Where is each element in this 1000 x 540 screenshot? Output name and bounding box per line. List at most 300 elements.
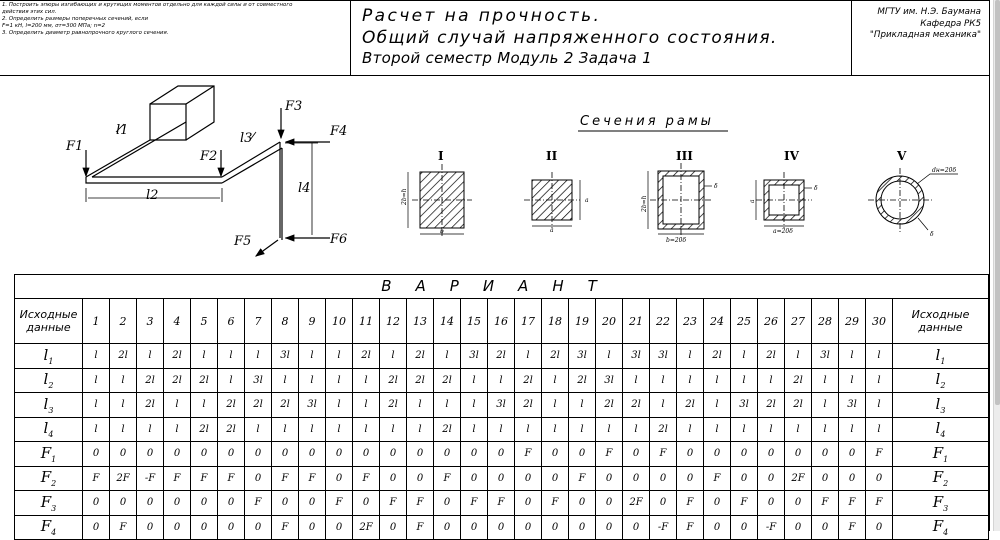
table-cell: F <box>650 442 677 467</box>
table-cell: 0 <box>461 515 488 540</box>
table-cell: 0 <box>218 515 245 540</box>
table-cell: 0 <box>866 515 893 540</box>
table-cell: F <box>272 466 299 491</box>
symbol-index: 1 <box>943 454 949 464</box>
table-cell: 2l <box>650 417 677 442</box>
table-cell: l <box>542 417 569 442</box>
table-cell: l <box>704 393 731 418</box>
symbol-index: 1 <box>48 356 54 366</box>
table-cell: F <box>542 491 569 516</box>
symbol-index: 1 <box>51 454 57 464</box>
table-cell: F <box>704 466 731 491</box>
table-cell: 2l <box>488 344 515 369</box>
symbol-index: 3 <box>51 503 57 513</box>
section-3 <box>648 163 712 237</box>
table-cell: l <box>407 393 434 418</box>
table-cell: 0 <box>353 491 380 516</box>
table-cell: F <box>434 466 461 491</box>
table-cell: l <box>623 417 650 442</box>
variant-number: 28 <box>812 299 839 344</box>
table-cell: 2l <box>380 393 407 418</box>
table-cell: 2l <box>677 393 704 418</box>
row-symbol-left <box>15 442 83 467</box>
table-cell: F <box>245 491 272 516</box>
table-cell: -F <box>758 515 785 540</box>
row-symbol-right <box>893 393 989 418</box>
table-cell: F <box>272 515 299 540</box>
label-F2: F2 <box>200 149 218 164</box>
table-cell: 0 <box>758 442 785 467</box>
university-name: МГТУ им. Н.Э. Баумана <box>877 7 981 17</box>
table-cell: l <box>110 393 137 418</box>
table-cell: F <box>164 466 191 491</box>
variant-number: 16 <box>488 299 515 344</box>
table-cell: l <box>272 368 299 393</box>
table-cell: l <box>83 393 110 418</box>
table-cell: F <box>839 491 866 516</box>
table-cell: l <box>191 344 218 369</box>
table-cell: 3l <box>623 344 650 369</box>
table-cell: F <box>407 515 434 540</box>
table-cell: l <box>542 368 569 393</box>
frame-and-sections-drawing <box>0 0 993 270</box>
table-cell: 0 <box>569 515 596 540</box>
row-symbol-left <box>15 466 83 491</box>
table-cell: l <box>380 344 407 369</box>
table-cell: l <box>839 417 866 442</box>
table-cell: l <box>704 417 731 442</box>
table-cell: 0 <box>731 515 758 540</box>
table-cell: 2l <box>542 344 569 369</box>
table-cell: 2l <box>434 368 461 393</box>
table-cell: 0 <box>326 466 353 491</box>
table-cell: 3l <box>731 393 758 418</box>
table-cell: 0 <box>299 491 326 516</box>
variant-number: 26 <box>758 299 785 344</box>
table-cell: l <box>245 417 272 442</box>
variant-number: 14 <box>434 299 461 344</box>
table-cell: 0 <box>83 515 110 540</box>
table-cell: l <box>461 368 488 393</box>
table-cell: 0 <box>164 442 191 467</box>
table-cell: l <box>218 344 245 369</box>
table-cell: l <box>164 393 191 418</box>
s1-bottom-dim: b <box>440 228 444 235</box>
table-cell: F <box>812 491 839 516</box>
table-cell: 0 <box>353 442 380 467</box>
table-cell: 0 <box>704 442 731 467</box>
section-1 <box>408 164 472 236</box>
table-cell: F <box>839 515 866 540</box>
table-cell: 2l <box>164 368 191 393</box>
table-cell: l <box>299 417 326 442</box>
table-cell: F <box>299 466 326 491</box>
table-cell: 0 <box>596 491 623 516</box>
table-cell: 0 <box>785 442 812 467</box>
symbol: F <box>40 492 52 511</box>
variant-number: 20 <box>596 299 623 344</box>
variant-number: 19 <box>569 299 596 344</box>
page-title: Расчет на прочность. <box>362 6 602 26</box>
table-row <box>15 515 989 540</box>
header-row <box>15 299 989 344</box>
symbol-index: 4 <box>51 528 57 538</box>
row-symbol-right <box>893 466 989 491</box>
s2-bottom-dim: a <box>550 227 554 234</box>
table-cell: 3l <box>488 393 515 418</box>
symbol-index: 2 <box>48 381 54 391</box>
table-cell: l <box>353 368 380 393</box>
symbol: l <box>935 345 941 364</box>
table-cell: 0 <box>515 491 542 516</box>
row-symbol-right <box>893 491 989 516</box>
table-cell: l <box>812 368 839 393</box>
table-cell: 2F <box>785 466 812 491</box>
table-cell: l <box>785 417 812 442</box>
table-cell: 0 <box>137 515 164 540</box>
variant-number: 9 <box>299 299 326 344</box>
table-cell: F <box>731 491 758 516</box>
table-cell: 0 <box>623 466 650 491</box>
table-cell: l <box>596 417 623 442</box>
table-cell: 2l <box>407 368 434 393</box>
table-cell: 2F <box>623 491 650 516</box>
table-cell: 0 <box>488 466 515 491</box>
table-cell: 0 <box>569 491 596 516</box>
variant-number: 18 <box>542 299 569 344</box>
table-cell: l <box>839 368 866 393</box>
table-cell: F <box>515 442 542 467</box>
symbol-index: 4 <box>48 430 54 440</box>
variant-number: 13 <box>407 299 434 344</box>
scrollbar-thumb[interactable] <box>995 0 1000 405</box>
table-cell: F <box>191 466 218 491</box>
table-cell: l <box>218 368 245 393</box>
s4-side-dim: a <box>749 199 756 203</box>
semester-module-task: Второй семестр Модуль 2 Задача 1 <box>362 49 652 67</box>
row-symbol-left <box>15 491 83 516</box>
table-cell: 3l <box>569 344 596 369</box>
section-2 <box>524 172 580 228</box>
label-F6: F6 <box>330 232 348 247</box>
table-cell: 0 <box>785 491 812 516</box>
table-cell: 2l <box>758 344 785 369</box>
s4-wall-dim: δ <box>814 185 818 192</box>
table-cell: l <box>569 393 596 418</box>
table-cell: 0 <box>164 491 191 516</box>
section-numbers <box>438 149 907 163</box>
table-cell: 0 <box>245 466 272 491</box>
variant-number: 5 <box>191 299 218 344</box>
variant-number: 1 <box>83 299 110 344</box>
table-cell: 0 <box>137 491 164 516</box>
table-cell: 0 <box>650 491 677 516</box>
row-symbol-left <box>15 393 83 418</box>
label-F4: F4 <box>330 124 348 139</box>
variant-number: 12 <box>380 299 407 344</box>
table-cell: 0 <box>218 491 245 516</box>
table-cell: 0 <box>623 515 650 540</box>
table-cell: l <box>83 344 110 369</box>
table-cell: l <box>434 393 461 418</box>
table-cell: l <box>623 368 650 393</box>
table-cell: 0 <box>461 466 488 491</box>
row-symbol-right <box>893 368 989 393</box>
table-cell: l <box>596 344 623 369</box>
table-cell: F <box>677 515 704 540</box>
table-cell: 0 <box>218 442 245 467</box>
table-cell: 0 <box>434 442 461 467</box>
table-cell: 0 <box>866 466 893 491</box>
table-cell: l <box>812 417 839 442</box>
table-cell: 2l <box>272 393 299 418</box>
variant-number: 30 <box>866 299 893 344</box>
table-cell: 2l <box>704 344 731 369</box>
table-cell: l <box>731 368 758 393</box>
symbol: l <box>935 370 941 389</box>
table-cell: l <box>488 368 515 393</box>
table-cell: 0 <box>758 466 785 491</box>
table-cell: l <box>866 344 893 369</box>
table-cell: 0 <box>380 442 407 467</box>
table-cell: l <box>326 344 353 369</box>
table-cell: l <box>866 393 893 418</box>
table-cell: 2l <box>137 393 164 418</box>
row-symbol-right <box>893 515 989 540</box>
table-cell: 2F <box>353 515 380 540</box>
table-cell: 0 <box>812 442 839 467</box>
table-cell: F <box>353 466 380 491</box>
section-5-label: V <box>897 149 907 163</box>
table-cell: 0 <box>380 515 407 540</box>
table-cell: 2l <box>218 417 245 442</box>
section-5 <box>868 168 958 232</box>
table-cell: l <box>83 417 110 442</box>
table-cell: -F <box>650 515 677 540</box>
table-cell: l <box>704 368 731 393</box>
table-cell: l <box>191 393 218 418</box>
table-cell: l <box>137 344 164 369</box>
table-cell: l <box>731 344 758 369</box>
table-cell: l <box>650 368 677 393</box>
table-cell: l <box>110 417 137 442</box>
table-cell: 0 <box>704 491 731 516</box>
page-subtitle: Общий случай напряженного состояния. <box>362 28 778 48</box>
variant-number: 10 <box>326 299 353 344</box>
table-cell: l <box>488 417 515 442</box>
table-cell: 0 <box>677 442 704 467</box>
table-cell: 2l <box>164 344 191 369</box>
instruction-line: действия этих сил. <box>2 9 57 15</box>
symbol-index: 2 <box>940 381 946 391</box>
table-cell: F <box>461 491 488 516</box>
symbol-index: 3 <box>940 405 946 415</box>
table-cell: l <box>812 393 839 418</box>
table-cell: l <box>164 417 191 442</box>
table-cell: 0 <box>731 466 758 491</box>
row-symbol-left <box>15 515 83 540</box>
table-cell: l <box>326 368 353 393</box>
table-cell: l <box>110 368 137 393</box>
instruction-line: 1. Построить эпюры изгибающих и крутящих моментов отдельно для каждой силы и от совместного <box>2 2 293 8</box>
table-cell: 2l <box>137 368 164 393</box>
table-cell: 0 <box>704 515 731 540</box>
table-cell: 0 <box>515 466 542 491</box>
symbol: l <box>935 419 941 438</box>
table-cell: 3l <box>272 344 299 369</box>
table-cell: -F <box>137 466 164 491</box>
table-cell: 0 <box>272 491 299 516</box>
variant-number: 4 <box>164 299 191 344</box>
table-cell: F <box>866 442 893 467</box>
variant-number: 2 <box>110 299 137 344</box>
variant-number: 17 <box>515 299 542 344</box>
s5-wall-dim: δ <box>930 231 934 238</box>
table-cell: l <box>326 417 353 442</box>
variant-number: 22 <box>650 299 677 344</box>
row-symbol-right <box>893 442 989 467</box>
table-cell: 0 <box>83 491 110 516</box>
corner-label-right: Исходные данные <box>893 299 989 344</box>
symbol: F <box>932 443 944 462</box>
table-cell: 0 <box>758 491 785 516</box>
table-cell: F <box>218 466 245 491</box>
table-cell: l <box>569 417 596 442</box>
instruction-line: F=1 кН, l=200 мм, σт=300 МПа; n=2 <box>2 23 106 29</box>
table-cell: 0 <box>326 515 353 540</box>
variant-number: 29 <box>839 299 866 344</box>
table-cell: l <box>461 417 488 442</box>
table-cell: 3l <box>299 393 326 418</box>
variant-number: 21 <box>623 299 650 344</box>
table-cell: 0 <box>191 442 218 467</box>
table-cell: 0 <box>299 515 326 540</box>
table-cell: 2l <box>515 368 542 393</box>
table-cell: l <box>515 417 542 442</box>
table-cell: l <box>866 417 893 442</box>
section-3-label: III <box>676 149 693 163</box>
table-cell: 0 <box>191 515 218 540</box>
s4-bottom-dim: a=20δ <box>773 228 793 235</box>
table-cell: l <box>677 417 704 442</box>
table-cell: 0 <box>191 491 218 516</box>
table-cell: l <box>542 393 569 418</box>
table-cell: 3l <box>839 393 866 418</box>
table-cell: 3l <box>461 344 488 369</box>
variant-number: 25 <box>731 299 758 344</box>
table-cell: 0 <box>596 466 623 491</box>
sections-title: Сечения рамы <box>580 114 714 129</box>
symbol: F <box>932 517 944 536</box>
table-cell: 0 <box>596 515 623 540</box>
table-cell: 2l <box>434 417 461 442</box>
label-F5: F5 <box>234 234 252 249</box>
table-cell: 0 <box>812 466 839 491</box>
symbol-index: 4 <box>943 528 949 538</box>
label-l4: l4 <box>298 181 311 196</box>
table-cell: l <box>299 344 326 369</box>
table-cell: 0 <box>245 515 272 540</box>
label-l3: l3 <box>240 131 253 146</box>
course-name: "Прикладная механика" <box>869 30 981 40</box>
table-cell: 3l <box>812 344 839 369</box>
table-cell: 0 <box>677 466 704 491</box>
table-cell: F <box>596 442 623 467</box>
table-row <box>15 491 989 516</box>
table-cell: l <box>326 393 353 418</box>
table-cell: 0 <box>731 442 758 467</box>
table-cell: 3l <box>596 368 623 393</box>
section-4 <box>756 172 812 228</box>
variant-number: 11 <box>353 299 380 344</box>
table-cell: l <box>461 393 488 418</box>
symbol: F <box>40 443 52 462</box>
table-cell: l <box>299 368 326 393</box>
symbol-index: 4 <box>940 430 946 440</box>
row-symbol-left <box>15 344 83 369</box>
corner-label-left: Исходные данные <box>15 299 83 344</box>
table-right-border <box>988 274 989 298</box>
table-cell: 0 <box>380 466 407 491</box>
s3-wall-dim: δ <box>714 183 718 190</box>
table-cell: 0 <box>434 491 461 516</box>
vertical-scrollbar[interactable] <box>993 0 1000 531</box>
section-1-label: I <box>438 149 444 163</box>
table-cell: l <box>137 417 164 442</box>
section-4-label: IV <box>784 149 799 163</box>
symbol-index: 3 <box>943 503 949 513</box>
table-cell: 0 <box>515 515 542 540</box>
table-cell: 0 <box>839 466 866 491</box>
table-cell: 0 <box>164 515 191 540</box>
symbol-index: 2 <box>943 479 949 489</box>
symbol: F <box>932 492 944 511</box>
table-cell: 0 <box>623 442 650 467</box>
instruction-line: 2. Определить размеры поперечных сечений, если <box>2 16 148 22</box>
table-cell: l <box>758 368 785 393</box>
table-cell: l <box>731 417 758 442</box>
variant-number: 6 <box>218 299 245 344</box>
symbol: l <box>43 370 49 389</box>
variant-number: 15 <box>461 299 488 344</box>
table-cell: 2l <box>623 393 650 418</box>
table-cell: F <box>83 466 110 491</box>
row-symbol-right <box>893 344 989 369</box>
variants-table <box>14 298 989 540</box>
table-cell: 2l <box>380 368 407 393</box>
row-symbol-right <box>893 417 989 442</box>
table-cell: 0 <box>785 515 812 540</box>
symbol: l <box>43 345 49 364</box>
table-cell: 0 <box>407 466 434 491</box>
table-row <box>15 466 989 491</box>
table-cell: l <box>353 393 380 418</box>
department-name: Кафедра РК5 <box>920 18 981 29</box>
symbol-index: 3 <box>48 405 54 415</box>
symbol-index: 1 <box>940 356 946 366</box>
table-cell: l <box>758 417 785 442</box>
variant-number: 27 <box>785 299 812 344</box>
symbol: F <box>932 468 944 487</box>
frame-labels <box>65 99 347 249</box>
label-l1: l1 <box>116 123 129 138</box>
table-cell: 2l <box>191 417 218 442</box>
table-row <box>15 442 989 467</box>
table-row <box>15 368 989 393</box>
table-cell: l <box>650 393 677 418</box>
table-row <box>15 344 989 369</box>
table-cell: 2l <box>596 393 623 418</box>
